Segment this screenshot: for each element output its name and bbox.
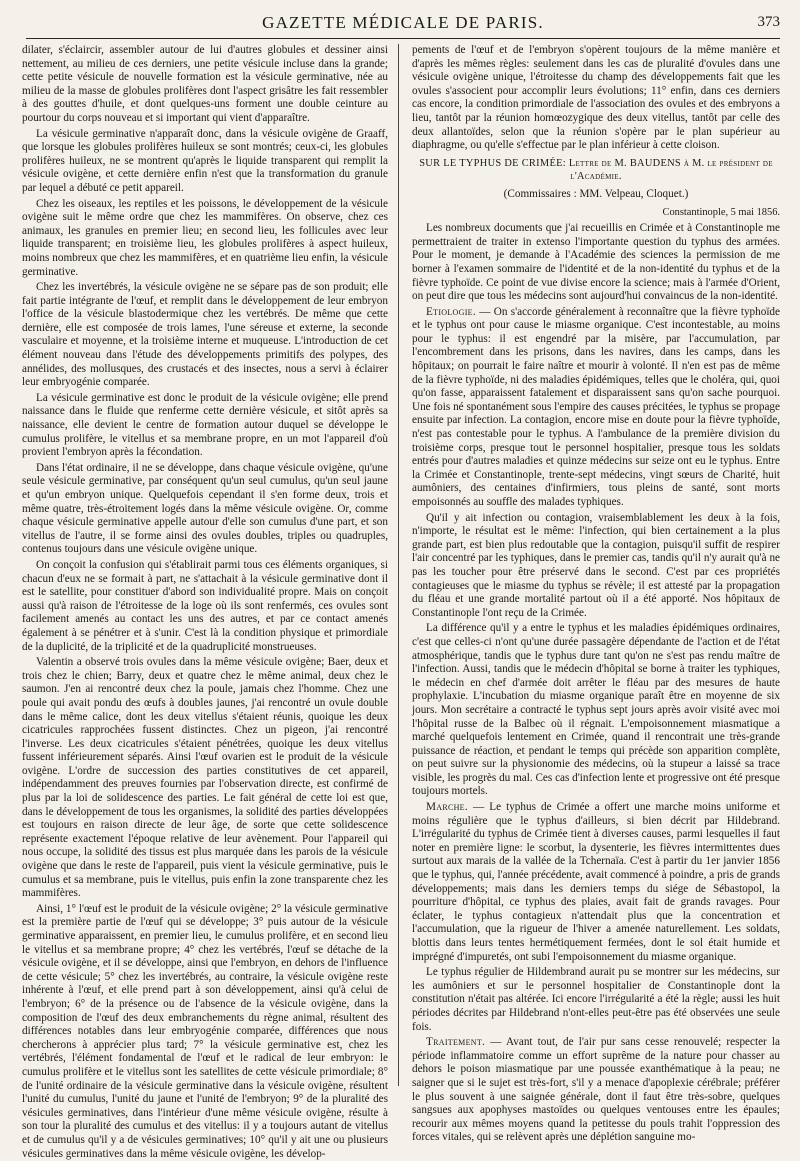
journal-title: GAZETTE MÉDICALE DE PARIS.	[262, 13, 544, 32]
dateline: Constantinople, 5 mai 1856.	[662, 206, 780, 218]
commissaires-line: (Commissaires : MM. Velpeau, Cloquet.)	[503, 187, 689, 200]
paragraph-text: — On s'accorde généralement à reconnaître que la fièvre typhoïde et le typhus ont pour cause le miasme organique. C'est incontestable, au moins pour le typhus: il est engendré par la misère, par l'accumulation, par l'encombrement dans les prisons, dans les navires, dans les camps, dans les hôpitaux; on pourrait le faire naître et mourir à volonté. Il n'en est pas de même de la fièvre typhoïde, ni des maladies épidémiques, telles que le choléra, qui, quoi qu'on fasse, apparaissent fatalement et disparaissent sans qu'on sache pourquoi. Une fois né spontanément sous l'empire des causes précitées, le typhus se propage ensuite par infection. La contagion, encore mise en doute pour la fièvre typhoïde, n'est pas contestable pour le typhus. A l'ambulance de la première division du troisième corps, presque tout le personnel hospitalier, presque tous les soldats entrés pour d'autres maladies et quinze médecins sur seize ont eu le typhus. Entre la Crimée et Constantinople, trente-sept médecins, vingt sœurs de Charité, huit aumôniers, des centaines d'infirmiers, tous pleins de santé, sont morts empoisonnés au souffle des malades typhiques.	[412, 305, 780, 508]
paragraph: pements de l'œuf et de l'embryon s'opèrent toujours de la même manière et d'après les mêmes règles: seulement dans les cas de pluralité d'ovules dans une vésicule ovigène unique, l'étroitesse du champ des développements fait que les ovules s'associent pour accomplir leurs évolutions; 11° enfin, dans ces derniers cas encore, la condition primordiale de l'association des ovules et des embryons a lieu, tantôt par la réunion homœozygique des deux vitellus, tantôt par celle des deux allantoïdes, selon que la réunion s'opère par le plan supérieur au diaphragme, ou qu'elle s'effectue par le plan inférieur à cette cloison.	[412, 44, 780, 152]
paragraph-text: La différence qu'il y a entre le typhus et les maladies épidémiques ordinaires, c'est que celles-ci n'ont qu'une durée passagère dépendante de l'action et de l'état atmosphérique, tandis que le typhus dure tant qu'on ne s'est pas rendu maître de l'infection. Aussi, tandis que le médecin d'hôpital se borne à traiter les typhiques, le médecin en chef d'armée doit arrêter le fléau par des mesures de haute prophylaxie. L'incubation du miasme organique paraît être en moyenne de six jours. Mon secrétaire a contracté le typhus sept jours après avoir visité avec moi l'hôpital russe de la Balbec où il régnait. L'empoisonnement miasmatique a marché quelquefois lentement en Crimée, quand il rencontrait une très-grande puissance de réaction, et pendant le temps qui précède son apparition complète, on peut suivre sur la physionomie des médecins, où la stupeur a laissé sa trace visible, les progrès du mal. Ces cas d'infection lente et progressive ont été presque toujours mortels.	[412, 622, 780, 798]
paragraph-text: — Le typhus de Crimée a offert une marche moins uniforme et moins régulière que le typhus d'ailleurs, si bien décrit par Hildebrand. L'irrégularité du typhus de Crimée tient à diverses causes, parmi lesquelles il faut noter en première ligne: le scorbut, la dysenterie, les fièvres intermittentes dues surtout aux marais de la vallée de la Tchernaïa. C'est à partir du 1er janvier 1856 que le typhus, qui, l'année précédente, avait commencé à poindre, a pris de grands développements; mais dans les derniers temps du siége de Sébastopol, la pourriture d'hôpital, ce typhus des plaies, avait fait de grands ravages. Pour éclater, le typhus contagieux n'attendait plus que la concentration et l'accumulation, que la rigueur de l'hiver a amenée naturellement. Les soldats, blottis dans leurs tentes hermétiquement fermées, dont le sol était humide et imprégné d'impuretés, ont subi l'empoisonnement du miasme organique.	[412, 801, 780, 963]
left-column	[22, 44, 388, 1160]
paragraph-text: Le typhus régulier de Hildembrand aurait pu se montrer sur les médecins, sur les aumôniers et sur le personnel hospitalier de Constantinople dont la constitution n'était pas altérée. Ici encore l'irrégularité a été la règle; aussi les huit périodes décrites par Hildebrand n'ont-elles peut-être pas été observées une seule fois.	[412, 966, 780, 1033]
paragraph	[412, 966, 780, 1034]
paragraph-text: — Avant tout, de l'air pur sans cesse renouvelé; respecter la période inflammatoire comme un effort suprême de la nature pour chasser au dehors le poison miasmatique par une poussée exanthématique à la peau; ne saigner que si le sujet est très-fort, s'il y a menace d'apoplexie cérébrale; préférer le plus souvent à une saignée générale, dont il faut être très-sobre, quelques sangsues aux apophyses mastoïdes ou quelques ventouses entre les épaules; recourir aux mêmes moyens quand la petitesse du pouls trahit l'oppression des forces vitales, qui se relèvent après une déplétion sanguine mo-	[412, 1036, 780, 1144]
paragraph	[412, 306, 780, 510]
paragraph: Chez les oiseaux, les reptiles et les poissons, le développement de la vésicule ovigène suit le même ordre que chez les mammifères. On observe, chez ces animaux, les granules en premier lieu; en second lieu, les follicules avec leur liquide transparent; en troisième lieu, les globules prolifères à aspect huileux, moins nombreux que chez les mammifères, et en quatrième lieu enfin, la vésicule germinative.	[22, 197, 388, 278]
paragraph: Valentin a observé trois ovules dans la même vésicule ovigène; Baer, deux et trois chez le chien; Barry, deux et quatre chez le même animal, deux chez le saumon. J'en ai rencontré deux chez la poule, jamais chez l'homme. Chez une poule qui avait pondu des œufs à doubles jaunes, j'ai rencontré un ovule double dans le même calice, dont les deux vitellus s'étaient réunis, quoique les deux cicatricules rapprochées fussent distinctes. Chez un pigeon, j'ai rencontré l'inverse. Les deux cicatricules s'étaient pénétrées, quoique les deux vitellus fussent inférieurement séparés. Ainsi l'œuf ovarien est le produit de la vésicule ovigène. L'ordre de succession des parties constitutives de cet appareil, indépendamment des preuves fournies par l'observation directe, est confirmé de plus par la loi de solidescence des parties. Le fait général de cette loi est que, dans le développement de tous les organismes, la solidité des parties développées est toujours en raison directe de leur âge, de sorte que cette solidescence représente exactement l'époque relative de leur avènement. Pour l'appareil qui nous occupe, la solidité des tissus est plus marquée dans les parois de la vésicule ovigène que dans le reste de l'appareil, puis vient la vésicule germinative, puis le cumulus et sa membrane, puis le vitellus, puis enfin la zone transparente chez les mammifères.	[22, 656, 388, 900]
paragraph: La vésicule germinative n'apparaît donc, dans la vésicule ovigène de Graaff, que lorsque les globules prolifères huileux se sont montrés; ceux-ci, les globules prolifères huileux, ne se montrent qu'après le liquide transparent qui remplit la vésicule ovigène, et cette dernière enfin n'est que la transformation du granule par lequel a débuté ce petit appareil.	[22, 127, 388, 194]
paragraph	[412, 1036, 780, 1145]
right-column	[412, 44, 780, 1144]
paragraph-text: Les nombreux documents que j'ai recueillis en Crimée et à Constantinople me permettraient de traiter in extenso l'importante question du typhus des armées. Pour le moment, je demande à l'Académie des sciences la permission de me borner à l'examen sommaire de l'identité et de la non-identité du typhus et de la fièvre typhoïde. Ce point de vue divise encore la science; mais à l'armée d'Orient, on peut dire que tous les médecins sont aujourd'hui convaincus de la non-identité.	[412, 222, 780, 303]
paragraph	[412, 512, 780, 621]
section-lead: Marche.	[426, 801, 468, 814]
paragraph: Chez les invertébrés, la vésicule ovigène ne se sépare pas de son produit; elle fait partie intégrante de l'œuf, et remplit dans le développement de leur embryon l'office de la vésicule blastodermique chez les vertébrés. De même que cette dernière, elle est composée de trois lames, l'une séreuse et externe, la seconde vasculaire et moyenne, et la troisième interne et muqueuse. L'introduction de cet élément nouveau dans l'étude des développements primitifs des polypes, des annélides, des mollusques, des crustacés et des insectes, nous a servi à éclairer leur embryogénie comparée.	[22, 281, 388, 389]
paragraph: Dans l'état ordinaire, il ne se développe, dans chaque vésicule ovigène, qu'une seule vésicule germinative, par conséquent qu'un seul cumulus, qu'un seul jaune et qu'un embryon unique. Quelquefois cependant il s'en forme deux, trois et même quatre, très-étroitement logés dans la même vésicule ovigène. Or, comme chaque vésicule germinative appelle autour d'elle son cumulus d'une part, et son vitellus de l'autre, il se forme ainsi des ovules doubles, triples ou quadruples, contenus toujours dans une vésicule ovigène unique.	[22, 461, 388, 556]
page-header	[26, 10, 780, 39]
column-divider	[398, 44, 399, 1086]
paragraph: Ainsi, 1° l'œuf est le produit de la vésicule ovigène; 2° la vésicule germinative est la première partie de l'œuf qui se développe; 3° puis autour de la vésicule germinative apparaissent, en premier lieu, le cumulus prolifère, et en second lieu le vitellus et sa membrane propre; 4° chez les vertébrés, l'œuf se détache de la vésicule ovigène, et il se développe, ainsi que l'embryon, en dehors de l'influence de cette vésicule; 5° chez les invertébrés, au contraire, la vésicule ovigène reste inhérente à l'œuf, et elle prend part à son développement, ainsi qu'à celui de l'embryon; 6° de la présence ou de l'absence de la vésicule ovigène, dans la composition de l'œuf des deux embranchements du règne animal, résultent des différences notables dans leur embryogénie comparée, différences que nous chercherons à apprécier plus tard; 7° la vésicule germinative est, chez les vertébrés, l'élément fondamental de l'œuf et le radical de leur embryon: le cumulus prolifère et le vitellus sont les satellites de cette vésicule primordiale; 8° de l'unité ordinaire de la vésicule germinative dans la vésicule ovigène, résultent l'unité du cumulus, l'unité du jaune et l'unité de l'embryon; 9° de la pluralité des vésicules germinatives, dans l'intérieur d'une même vésicule ovigène, résulte à son tour la pluralité des cumulus et des vitellus: il y a toujours autant de vitellus et de cumulus qu'il y a de vésicules germinatives; 10° qu'il y ait une ou plusieurs vésicules germinatives dans la même vésicule ovigène, les dévelop-	[22, 902, 388, 1160]
paragraph	[412, 801, 780, 964]
paragraph: La vésicule germinative est donc le produit de la vésicule ovigène; elle prend naissance dans le fluide que renferme cette dernière vésicule, et sitôt après sa naissance, elle devient le centre de formation autour duquel se développe le cumulus prolifère, le vitellus et sa membrane propre, en un mot l'appareil d'où provient l'embryon après la fécondation.	[22, 391, 388, 459]
article-heading	[412, 157, 780, 184]
section-lead: Traitement.	[426, 1036, 486, 1049]
paragraph-text: Qu'il y ait infection ou contagion, vraisemblablement les deux à la fois, n'importe, le résultat est le même: l'infection, qui bien certainement a la plus grande part, est bien plus redoutable que la contagion, puisqu'il suffit de respirer l'air concentré par les typhiques, dans le premier cas, tandis qu'il n'y aurait qu'à ne pas les toucher pour être préservé dans le second. C'est par ces propriétés contagieuses que le miasme du typhus se révèle; il est attesté par la propagation du fléau et une grande mortalité partout où il a été apporté. Nos hôpitaux de Constantinople l'ont reçu de la Crimée.	[412, 511, 780, 619]
section-lead: Etiologie.	[426, 305, 476, 318]
paragraph	[412, 222, 780, 304]
paragraph: On conçoit la confusion qui s'établirait parmi tous ces éléments organiques, si chacun d'eux ne se formait à part, ne s'attachait à la vésicule germinative dont il est le satellite, pour constituer d'abord son individualité propre. Mais on conçoit aussi qu'à raison de l'étroitesse de la loge où ils sont renfermés, ces ovules sont facilement amenés au contact les uns des autres, et par ce contact amenés également à se pénétrer et à s'unir. C'est là la condition physique et primordiale de la duplicité, de la triplicité et de la quadruplicité monstrueuses.	[22, 558, 388, 653]
paragraph	[412, 622, 780, 799]
page-number: 373	[757, 14, 780, 30]
paragraph: dilater, s'éclaircir, assembler autour de lui d'autres globules et dessiner ainsi nettement, au milieu de ces derniers, une petite vésicule incluse dans la grande; cette petite vésicule de nouvelle formation est la vésicule germinative, née au milieu de la masse de globules prolifères dont l'aspect grisâtre les fait ressembler à des gouttes d'huile, et dont quelques-uns forment une double ceinture au pourtour du corps nouveau et si important qui vient d'apparaître.	[22, 44, 388, 124]
article-heading-text: SUR LE TYPHUS DE CRIMÉE: Lettre de M. BAUDENS à M. le président de l'Académie.	[419, 157, 773, 183]
